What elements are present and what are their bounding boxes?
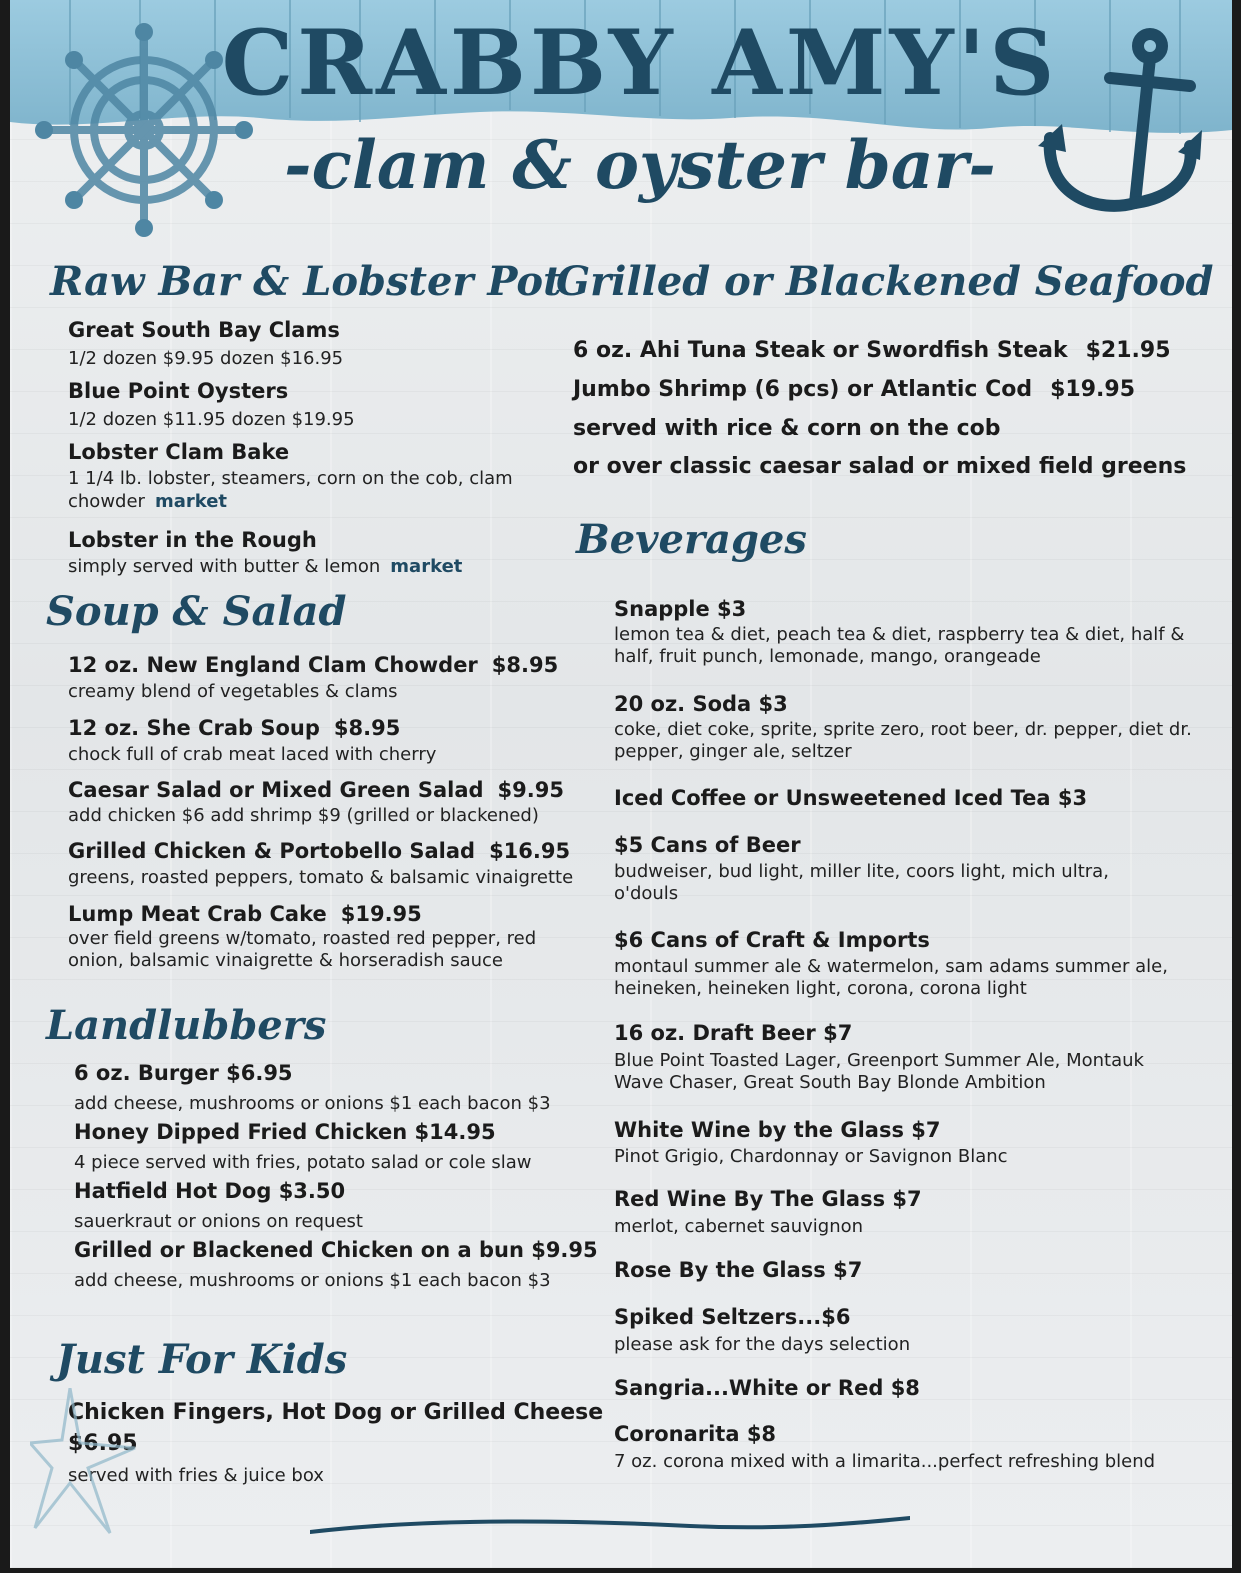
menu-item-price: $21.95 [1085, 338, 1171, 363]
menu-item-name: 12 oz. She Crab Soup $8.95 [68, 716, 401, 740]
menu-item-desc: 1/2 dozen $11.95 dozen $19.95 [68, 409, 355, 430]
grilled-line: 6 oz. Ahi Tuna Steak or Swordfish Steak $21.95 [573, 338, 1171, 363]
menu-item-desc: add chicken $6 add shrimp $9 (grilled or blackened) [68, 805, 539, 826]
menu-item-name: Blue Point Oysters [68, 379, 289, 403]
menu-item-desc: greens, roasted peppers, tomato & balsamic vinaigrette [68, 867, 574, 888]
menu-item-price: $8.95 [333, 716, 401, 740]
beverage-name: Iced Coffee or Unsweetened Iced Tea $3 [614, 786, 1088, 810]
beverage-desc: Blue Point Toasted Lager, Greenport Summer Ale, Montauk Wave Chaser, Great South Bay Blonde Ambition [614, 1050, 1144, 1093]
menu-item-name: Caesar Salad or Mixed Green Salad $9.95 [68, 778, 564, 802]
menu-item-desc: over field greens w/tomato, roasted red pepper, red onion, balsamic vinaigrette & horseradish sauce [68, 928, 537, 971]
grilled-seafood-title: Grilled or Blackened Seafood [556, 258, 1214, 305]
menu-item-name: 6 oz. Burger $6.95 [74, 1061, 293, 1085]
soup-salad-title: Soup & Salad [46, 588, 347, 635]
menu-item-desc: sauerkraut or onions on request [74, 1211, 363, 1232]
menu-item-desc: chock full of crab meat laced with cherry [68, 744, 437, 765]
menu-item-name: Honey Dipped Fried Chicken $14.95 [74, 1120, 496, 1144]
beverage-desc: budweiser, bud light, miller lite, coors light, mich ultra, o'douls [614, 861, 1109, 904]
beverage-name: Snapple $3 [614, 597, 747, 621]
menu-page [10, 0, 1232, 1568]
beverage-desc: please ask for the days selection [614, 1334, 911, 1355]
beverage-desc: 7 oz. corona mixed with a limarita...perfect refreshing blend [614, 1451, 1156, 1472]
menu-item-name: Lobster Clam Bake [68, 440, 290, 464]
grilled-line: or over classic caesar salad or mixed field greens [573, 454, 1187, 479]
menu-item-name: Chicken Fingers, Hot Dog or Grilled Cheese [68, 1400, 604, 1425]
menu-item-name: Great South Bay Clams [68, 318, 340, 342]
beverage-desc: montaul summer ale & watermelon, sam adams summer ale, heineken, heineken light, corona, corona light [614, 956, 1168, 999]
menu-item-name: Grilled or Blackened Chicken on a bun $9.95 [74, 1238, 598, 1262]
menu-item-desc: 1 1/4 lb. lobster, steamers, corn on the cob, clam chowder market [68, 468, 513, 513]
menu-item-desc: 1/2 dozen $9.95 dozen $16.95 [68, 348, 344, 369]
restaurant-name: CRABBY AMY'S [221, 10, 1059, 116]
market-price-tag: market [154, 491, 228, 513]
raw-bar-title: Raw Bar & Lobster Pot [50, 258, 562, 305]
beverage-desc: Pinot Grigio, Chardonnay or Savignon Blanc [614, 1146, 1008, 1167]
menu-item-price: $6.95 [68, 1431, 138, 1456]
menu-item-name: Lump Meat Crab Cake $19.95 [68, 902, 422, 926]
landlubbers-title: Landlubbers [46, 1002, 327, 1049]
beverage-name: 20 oz. Soda $3 [614, 692, 788, 716]
beverage-name: Spiked Seltzers...$6 [614, 1305, 851, 1329]
grilled-line: served with rice & corn on the cob [573, 416, 1001, 441]
beverage-desc: coke, diet coke, sprite, sprite zero, root beer, dr. pepper, diet dr. pepper, ginger ale, seltzer [614, 719, 1192, 762]
menu-item-name: 12 oz. New England Clam Chowder $8.95 [68, 653, 559, 677]
grilled-line: Jumbo Shrimp (6 pcs) or Atlantic Cod $19.95 [573, 377, 1136, 402]
beverage-name: Coronarita $8 [614, 1422, 777, 1446]
menu-item-price: $19.95 [340, 902, 422, 926]
beverage-name: $5 Cans of Beer [614, 833, 801, 857]
menu-item-price: $16.95 [489, 839, 571, 863]
starfish-icon [30, 1388, 140, 1538]
beverage-name: Sangria...White or Red $8 [614, 1376, 920, 1400]
menu-item-desc: served with fries & juice box [68, 1465, 324, 1486]
menu-item-name: Hatfield Hot Dog $3.50 [74, 1179, 346, 1203]
beverage-name: White Wine by the Glass $7 [614, 1118, 941, 1142]
beverage-name: Red Wine By The Glass $7 [614, 1187, 922, 1211]
kids-title: Just For Kids [56, 1336, 348, 1383]
market-price-tag: market [390, 556, 463, 577]
menu-item-price: $9.95 [497, 778, 564, 802]
decorative-swash [310, 1512, 910, 1542]
menu-item-name: Lobster in the Rough [68, 528, 317, 552]
beverage-name: 16 oz. Draft Beer $7 [614, 1021, 853, 1045]
menu-item-name: Grilled Chicken & Portobello Salad $16.95 [68, 839, 571, 863]
beverage-desc: lemon tea & diet, peach tea & diet, raspberry tea & diet, half & half, fruit punch, lemonade, mango, orangeade [614, 624, 1185, 667]
menu-item-desc: add cheese, mushrooms or onions $1 each bacon $3 [74, 1093, 551, 1114]
beverage-name: Rose By the Glass $7 [614, 1258, 863, 1282]
menu-item-desc: add cheese, mushrooms or onions $1 each bacon $3 [74, 1270, 551, 1291]
beverage-name: $6 Cans of Craft & Imports [614, 928, 930, 952]
beverage-desc: merlot, cabernet sauvignon [614, 1216, 864, 1237]
menu-item-price: $8.95 [491, 653, 559, 677]
menu-item-price: $19.95 [1050, 377, 1136, 402]
menu-item-desc: 4 piece served with fries, potato salad or cole slaw [74, 1152, 532, 1173]
beverages-title: Beverages [576, 516, 807, 563]
menu-item-desc: simply served with butter & lemon market [68, 556, 463, 577]
menu-item-desc: creamy blend of vegetables & clams [68, 681, 398, 702]
restaurant-subtitle: -clam & oyster bar- [284, 126, 996, 204]
